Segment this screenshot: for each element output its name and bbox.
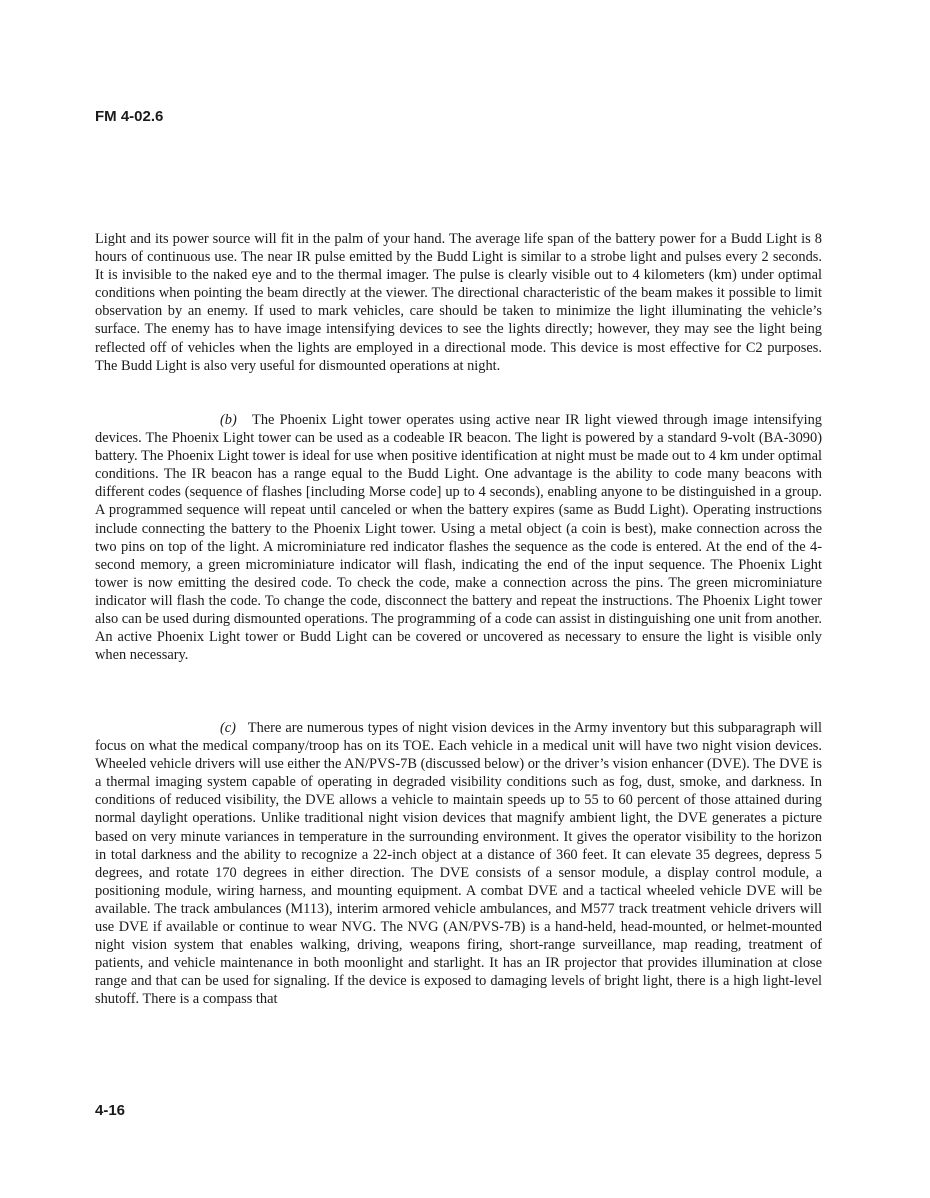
paragraph-night-vision	[95, 719, 822, 1009]
paragraph-label: (b)	[220, 412, 237, 428]
paragraph-budd-light	[95, 230, 822, 375]
paragraph-text: There are numerous types of night vision devices in the Army inventory but this subparagraph will focus on what the medical company/troop has on its TOE. Each vehicle in a medical unit will have two night vision devices. Wheeled vehicle drivers will use either the AN/PVS-7B (discussed below) or the driver’s vision enhancer (DVE). The DVE is a thermal imaging system capable of operating in degraded visibility conditions such as fog, dust, smoke, and darkness. In conditions of reduced visibility, the DVE allows a vehicle to maintain speeds up to 55 to 60 percent of those attained during normal daylight operations. Unlike traditional night vision devices that magnify ambient light, the DVE generates a picture based on very minute variances in temperature in the surrounding environment. It gives the operator visibility to the horizon in total darkness and the ability to recognize a 22-inch object at a distance of 360 feet. It can elevate 35 degrees, depress 5 degrees, and rotate 170 degrees in either direction. The DVE consists of a sensor module, a display control module, a positioning module, wiring harness, and mounting equipment. A combat DVE and a tactical wheeled vehicle DVE will be available. The track ambulances (M113), interim armored vehicle ambulances, and M577 track treatment vehicle drivers will use DVE if available or continue to wear NVG. The NVG (AN/PVS-7B) is a hand-held, head-mounted, or helmet-mounted night vision system that enables walking, driving, weapons firing, short-range surveillance, map reading, treatment of patients, and vehicle maintenance in both moonlight and starlight. It has an IR projector that provides illumination at close range and that can be used for signaling. If the device is exposed to damaging levels of bright light, there is a high light-level shutoff. There is a compass that	[95, 720, 822, 1008]
page-header: FM 4-02.6	[95, 108, 164, 125]
paragraph-text: The Phoenix Light tower operates using active near IR light viewed through image intensifying devices. The Phoenix Light tower can be used as a codeable IR beacon. The light is powered by a standard 9-volt (BA-3090) battery. The Phoenix Light tower is ideal for use when positive identification at night must be made out to 4 km under optimal conditions. The IR beacon has a range equal to the Budd Light. One advantage is the ability to code many beacons with different codes (sequence of flashes [including Morse code] up to 4 seconds), enabling anyone to be distinguished in a group. A programmed sequence will repeat until canceled or when the battery expires (same as Budd Light). Operating instructions include connecting the battery to the Phoenix Light tower. Using a metal object (a coin is best), make connection across the two pins on top of the light. A microminiature red indicator flashes the sequence as the code is entered. At the end of the 4-second memory, a green microminiature indicator will flash, indicating the end of the input sequence. The Phoenix Light tower is now emitting the desired code. To check the code, make a connection across the pins. The green microminiature indicator will flash the code. To change the code, disconnect the battery and repeat the instructions. The Phoenix Light tower also can be used during dismounted operations. The programming of a code can assist in distinguishing one unit from another. An active Phoenix Light tower or Budd Light can be covered or uncovered as necessary to ensure the light is visible only when necessary.	[95, 412, 822, 664]
paragraph-text: Light and its power source will fit in the palm of your hand. The average life span of the battery power for a Budd Light is 8 hours of continuous use. The near IR pulse emitted by the Budd Light is similar to a strobe light and pulses every 2 seconds. It is invisible to the naked eye and to the thermal imager. The pulse is clearly visible out to 4 kilometers (km) under optimal conditions when pointing the beam directly at the viewer. The directional characteristic of the beam makes it possible to limit observation by an enemy. If used to mark vehicles, care should be taken to minimize the light illuminating the vehicle’s surface. The enemy has to have image intensifying devices to see the lights directly; however, they may see the light being reflected off of vehicles when the lights are employed in a directional mode. This device is most effective for C2 purposes. The Budd Light is also very useful for dismounted operations at night.	[95, 231, 822, 374]
paragraph-label: (c)	[220, 720, 236, 736]
page-number: 4-16	[95, 1102, 126, 1119]
paragraph-phoenix-light	[95, 411, 822, 664]
